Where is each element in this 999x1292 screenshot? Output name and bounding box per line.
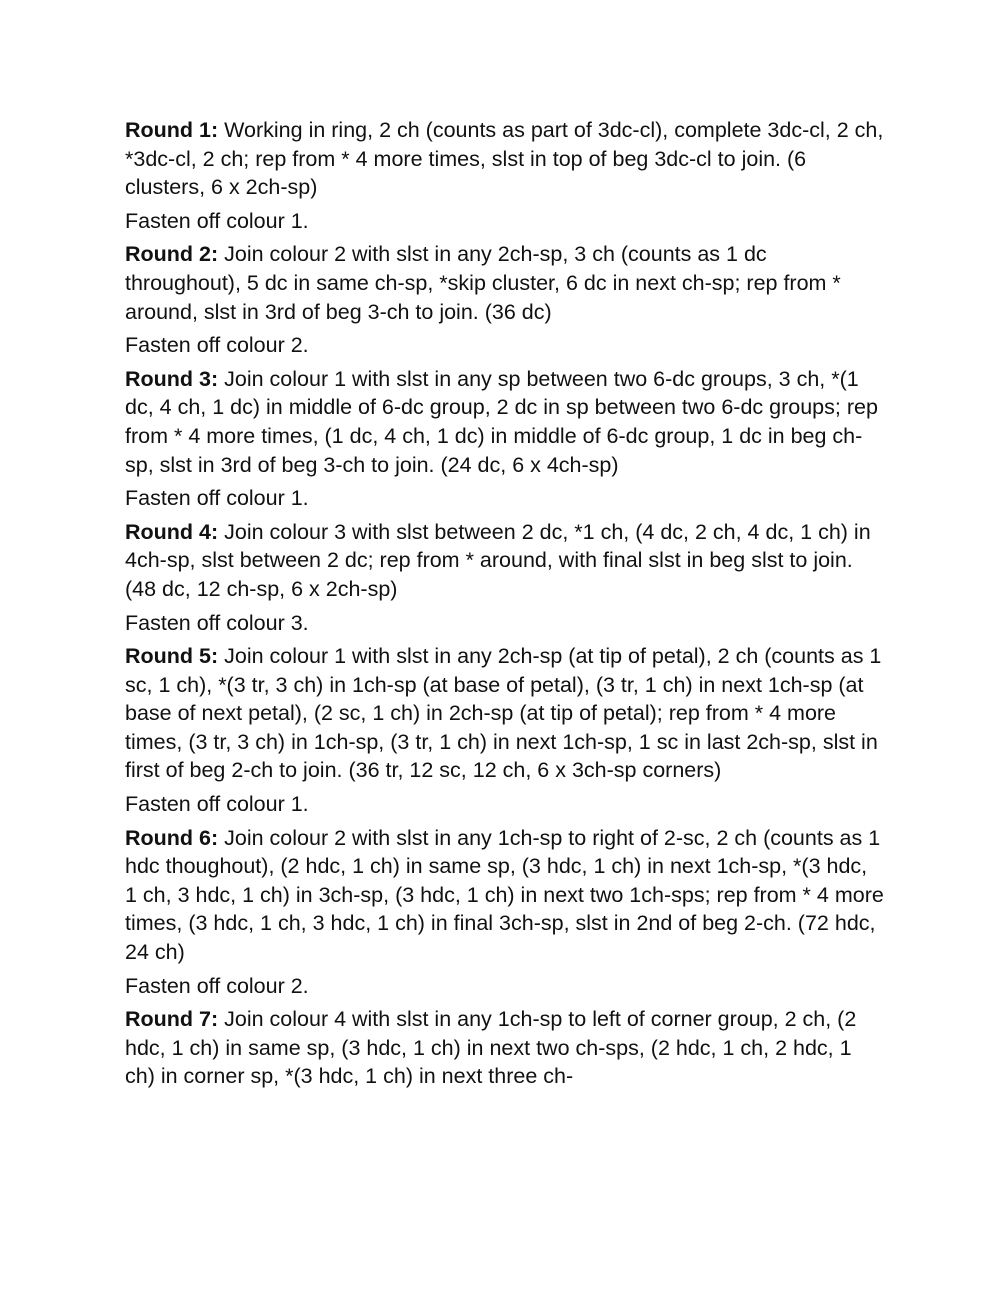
fasten-off-note: Fasten off colour 1.: [125, 792, 309, 817]
round-7: [125, 1005, 885, 1091]
fasten-off-note: Fasten off colour 1.: [125, 486, 309, 511]
round-3: [125, 365, 885, 479]
round-6: [125, 824, 885, 967]
round-label: Round 5:: [125, 644, 219, 669]
round-label: Round 6:: [125, 825, 219, 850]
pattern-instructions: [125, 116, 885, 1096]
round-5: [125, 642, 885, 785]
round-2: [125, 240, 885, 326]
round-label: Round 2:: [125, 242, 219, 267]
round-4: [125, 518, 885, 604]
round-text: Join colour 3 with slst between 2 dc, *1 ch, (4 dc, 2 ch, 4 dc, 1 ch) in 4ch-sp, slst between 2 dc; rep from * around, with final slst in beg slst to join. (48 dc, 12 ch-sp, 6 x 2ch-sp): [125, 519, 871, 601]
fasten-off-note: Fasten off colour 1.: [125, 208, 309, 233]
round-label: Round 4:: [125, 519, 219, 544]
round-1: [125, 116, 885, 202]
round-text: Join colour 2 with slst in any 2ch-sp, 3 ch (counts as 1 dc throughout), 5 dc in same ch-sp, *skip cluster, 6 dc in next ch-sp; rep from * around, slst in 3rd of beg 3-ch to join. (36 dc): [125, 242, 841, 324]
fasten-off-note: Fasten off colour 2.: [125, 333, 309, 358]
round-text: Join colour 2 with slst in any 1ch-sp to right of 2-sc, 2 ch (counts as 1 hdc thoughout), (2 hdc, 1 ch) in same sp, (3 hdc, 1 ch) in next 1ch-sp, *(3 hdc, 1 ch, 3 hdc, 1 ch) in 3ch-sp, (3 hdc, 1 ch) in next two 1ch-sps; rep from * 4 more times, (3 hdc, 1 ch, 3 hdc, 1 ch) in final 3ch-sp, slst in 2nd of beg 2-ch. (72 hdc, 24 ch): [125, 825, 884, 965]
round-text: Join colour 1 with slst in any sp between two 6-dc groups, 3 ch, *(1 dc, 4 ch, 1 dc) in middle of 6-dc group, 2 dc in sp between two 6-dc groups; rep from * 4 more times, (1 dc, 4 ch, 1 dc) in middle of 6-dc group, 1 dc in beg ch-sp, slst in 3rd of beg 3-ch to join. (24 dc, 6 x 4ch-sp): [125, 366, 878, 477]
round-text: Join colour 1 with slst in any 2ch-sp (at tip of petal), 2 ch (counts as 1 sc, 1 ch), *(3 tr, 3 ch) in 1ch-sp (at base of petal), (3 tr, 1 ch) in next 1ch-sp (at base of next petal), (2 sc, 1 ch) in 2ch-sp (at tip of petal); rep from * 4 more times, (3 tr, 3 ch) in 1ch-sp, (3 tr, 1 ch) in next 1ch-sp, 1 sc in last 2ch-sp, slst in first of beg 2-ch to join. (36 tr, 12 sc, 12 ch, 6 x 3ch-sp corners): [125, 644, 882, 783]
round-label: Round 7:: [125, 1007, 219, 1032]
round-text: Working in ring, 2 ch (counts as part of 3dc-cl), complete 3dc-cl, 2 ch, *3dc-cl, 2 ch; rep from * 4 more times, slst in top of beg 3dc-cl to join. (6 clusters, 6 x 2ch-sp): [125, 118, 884, 200]
fasten-off-note: Fasten off colour 3.: [125, 610, 309, 635]
round-label: Round 1:: [125, 118, 219, 142]
fasten-off-note: Fasten off colour 2.: [125, 973, 309, 998]
round-label: Round 3:: [125, 366, 219, 391]
round-text: Join colour 4 with slst in any 1ch-sp to left of corner group, 2 ch, (2 hdc, 1 ch) in same sp, (3 hdc, 1 ch) in next two ch-sps, (2 hdc, 1 ch, 2 hdc, 1 ch) in corner sp, *(3 hdc, 1 ch) in next three ch-: [125, 1007, 857, 1089]
